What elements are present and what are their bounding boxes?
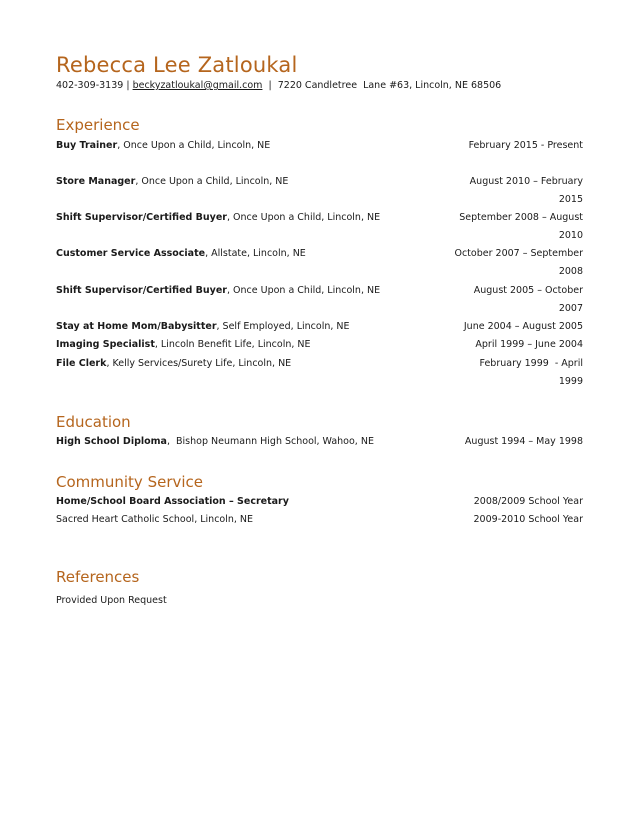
job-role: Customer Service Associate [56, 248, 206, 259]
job-role: Imaging Specialist [56, 339, 155, 350]
education-dates: August 1994 – May 1998 [464, 436, 583, 447]
community-role: Home/School Board Association – Secretary [56, 496, 289, 507]
job-dates: June 2004 – August 2005 [463, 321, 583, 332]
degree: High School Diploma [56, 436, 167, 447]
job-dates: August 2005 – October 2007 [473, 285, 583, 314]
job-role: Shift Supervisor/Certified Buyer [56, 285, 227, 296]
section-title-references: References [56, 568, 140, 586]
contact-separator: | [123, 80, 133, 91]
job-detail: , Self Employed, Lincoln, NE [216, 321, 350, 332]
address: 7220 Candletree Lane #63, Lincoln, NE 68506 [277, 80, 502, 91]
email-link[interactable]: beckyzatloukal@gmail.com [132, 80, 263, 91]
job-dates: February 1999 - April 1999 [479, 358, 587, 387]
community-place: Sacred Heart Catholic School, Lincoln, NE [56, 514, 254, 525]
job-dates: October 2007 – September 2008 [454, 248, 583, 277]
section-title-community-service: Community Service [56, 473, 204, 491]
community-place-dates: 2009-2010 School Year [473, 514, 583, 525]
phone-number: 402-309-3139 [56, 80, 124, 91]
job-dates: August 2010 – February 2015 [469, 176, 583, 205]
school-detail: , Bishop Neumann High School, Wahoo, NE [166, 436, 374, 447]
job-detail: , Kelly Services/Surety Life, Lincoln, NE [106, 358, 292, 369]
contact-line [56, 80, 501, 91]
job-detail: , Once Upon a Child, Lincoln, NE [226, 212, 381, 223]
section-title-experience: Experience [56, 116, 140, 134]
section-title-education: Education [56, 413, 131, 431]
job-detail: , Once Upon a Child, Lincoln, NE [226, 285, 381, 296]
job-dates: September 2008 – August 2010 [459, 212, 583, 241]
contact-separator: | [262, 80, 278, 91]
job-detail: , Once Upon a Child, Lincoln, NE [117, 140, 271, 151]
job-role: Shift Supervisor/Certified Buyer [56, 212, 227, 223]
job-role: Stay at Home Mom/Babysitter [56, 321, 217, 332]
job-dates: April 1999 – June 2004 [475, 339, 583, 350]
job-detail: , Once Upon a Child, Lincoln, NE [135, 176, 289, 187]
job-role: Buy Trainer [56, 140, 118, 151]
job-role: File Clerk [56, 358, 107, 369]
job-dates: February 2015 - Present [468, 140, 583, 151]
job-role: Store Manager [56, 176, 136, 187]
job-detail: , Lincoln Benefit Life, Lincoln, NE [154, 339, 311, 350]
resume-name: Rebecca Lee Zatloukal [56, 53, 298, 77]
community-role-dates: 2008/2009 School Year [473, 496, 583, 507]
job-detail: , Allstate, Lincoln, NE [205, 248, 306, 259]
references-text: Provided Upon Request [56, 595, 167, 606]
